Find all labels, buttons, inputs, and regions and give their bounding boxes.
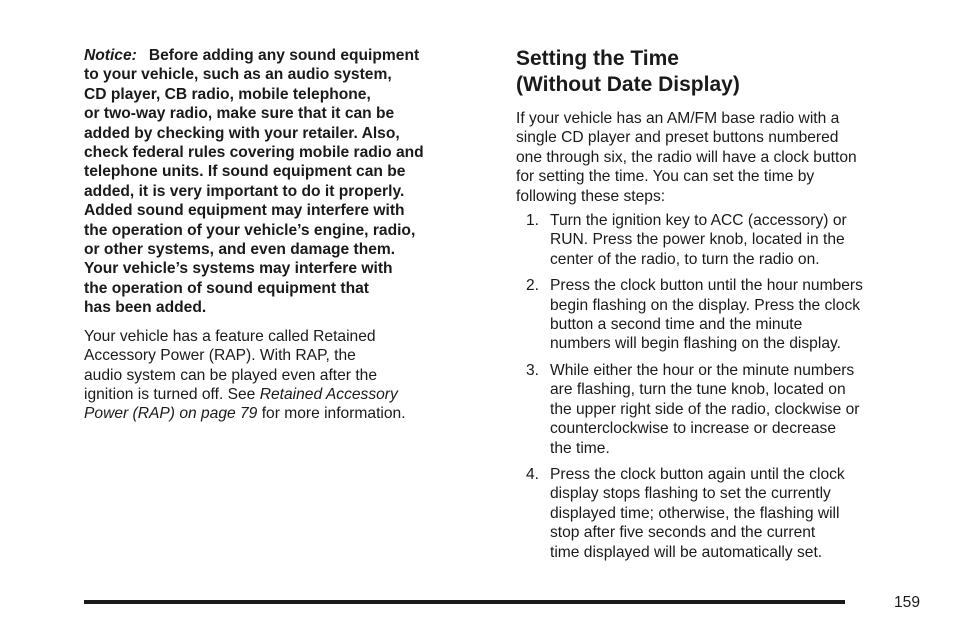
rap-line: Your vehicle has a feature called Retained	[84, 327, 376, 345]
rap-line: audio system can be played even after the	[84, 366, 377, 384]
rap-line: for more information.	[257, 405, 406, 423]
intro-line: following these steps:	[516, 187, 666, 205]
intro-line: single CD player and preset buttons numbered	[516, 129, 839, 147]
notice-line: has been added.	[84, 299, 207, 317]
step-line: Press the clock button again until the clock	[550, 465, 845, 483]
rap-cross-reference: Power (RAP) on page 79	[84, 405, 258, 423]
steps-list	[516, 211, 916, 562]
step-line: stop after five seconds and the current	[550, 524, 816, 542]
right-column	[516, 46, 916, 569]
notice-line: check federal rules covering mobile radio and	[84, 144, 424, 162]
step-item	[516, 465, 916, 562]
step-item	[516, 211, 916, 269]
notice-line: or other systems, and even damage them.	[84, 241, 396, 259]
step-line: displayed time; otherwise, the flashing will	[550, 504, 840, 522]
step-item	[516, 276, 916, 354]
step-number: 1.	[526, 212, 540, 230]
step-line: the time.	[550, 439, 610, 457]
intro-line: If your vehicle has an AM/FM base radio with a	[516, 110, 840, 127]
step-line: Turn the ignition key to ACC (accessory) or	[550, 212, 847, 230]
notice-line: the operation of sound equipment that	[84, 279, 370, 297]
notice-line: Before adding any sound equipment	[148, 47, 420, 64]
step-line: counterclockwise to increase or decrease	[550, 420, 837, 438]
notice-line: to your vehicle, such as an audio system,	[84, 66, 392, 84]
heading-line: (Without Date Display)	[516, 73, 740, 96]
rap-cross-reference: Retained Accessory	[259, 385, 398, 403]
notice-line: added by checking with your retailer. Also,	[84, 124, 400, 142]
notice-line: added, it is very important to do it properly.	[84, 182, 405, 200]
rap-paragraph	[84, 327, 479, 424]
step-number: 4.	[526, 465, 540, 483]
step-line: RUN. Press the power knob, located in the	[550, 231, 845, 249]
notice-line: Your vehicle’s systems may interfere with	[84, 260, 393, 278]
step-line: are flashing, turn the tune knob, located on	[550, 381, 846, 399]
step-line: button a second time and the minute	[550, 316, 803, 334]
step-line: Press the clock button until the hour numbers	[550, 277, 863, 295]
step-number: 2.	[526, 277, 540, 295]
notice-label: Notice:	[84, 47, 137, 64]
notice-line: Added sound equipment may interfere with	[84, 202, 405, 220]
notice-line: CD player, CB radio, mobile telephone,	[84, 85, 371, 103]
intro-line: for setting the time. You can set the time by	[516, 168, 815, 186]
rap-line: ignition is turned off. See	[84, 385, 260, 403]
intro-line: one through six, the radio will have a clock button	[516, 148, 857, 166]
notice-paragraph	[84, 46, 479, 318]
step-line: display stops flashing to set the currently	[550, 485, 831, 503]
section-heading	[516, 46, 916, 98]
step-line: begin flashing on the display. Press the clock	[550, 296, 861, 314]
step-line: While either the hour or the minute numbers	[550, 361, 855, 379]
left-column	[84, 46, 479, 424]
heading-line: Setting the Time	[516, 47, 679, 70]
step-line: the upper right side of the radio, clockwise or	[550, 400, 860, 418]
page-number: 159	[893, 594, 920, 611]
step-number: 3.	[526, 361, 540, 379]
step-line: center of the radio, to turn the radio on.	[550, 250, 820, 268]
footer-rule	[84, 600, 845, 604]
notice-line: or two-way radio, make sure that it can be	[84, 105, 395, 123]
step-line: numbers will begin flashing on the display.	[550, 335, 841, 353]
notice-line: telephone units. If sound equipment can be	[84, 163, 406, 181]
step-item	[516, 361, 916, 458]
step-line: time displayed will be automatically set.	[550, 543, 823, 561]
intro-paragraph	[516, 109, 916, 206]
rap-line: Accessory Power (RAP). With RAP, the	[84, 347, 356, 365]
notice-line: the operation of your vehicle’s engine, radio,	[84, 221, 416, 239]
